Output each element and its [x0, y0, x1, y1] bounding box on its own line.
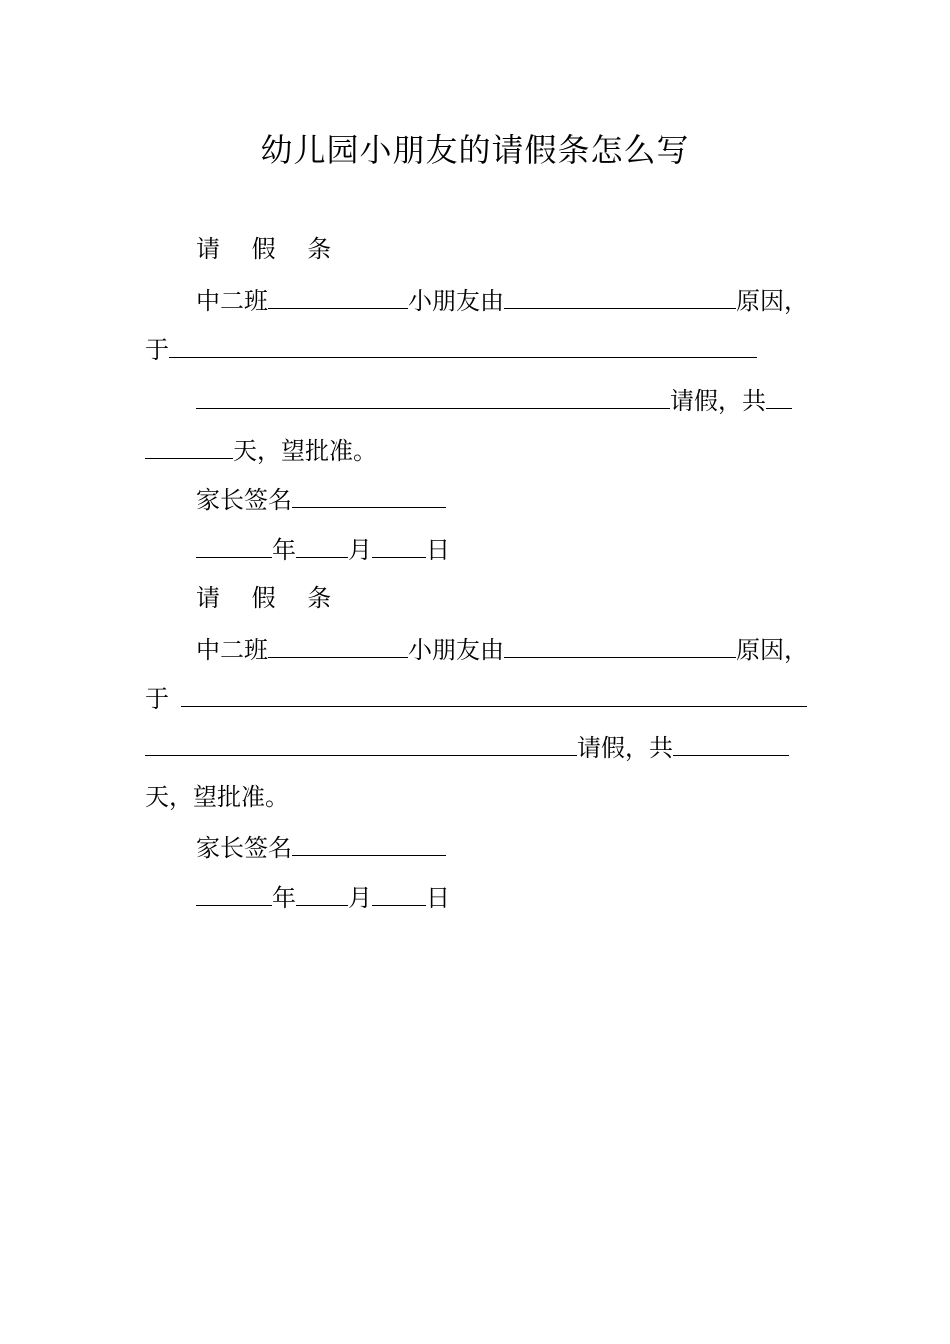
note-2-line-at	[145, 679, 807, 715]
request-label: 请假，共	[577, 734, 673, 762]
friend-from-label: 小朋友由	[408, 287, 504, 315]
date-range-blank	[169, 330, 757, 358]
note-2-line-days	[145, 779, 289, 815]
month-blank	[296, 530, 348, 558]
day-blank	[372, 878, 426, 906]
reason-blank	[504, 630, 736, 658]
day-blank	[372, 530, 426, 558]
year-label: 年	[272, 884, 296, 912]
note-1-line-date	[196, 530, 450, 566]
month-label: 月	[348, 884, 372, 912]
at-label: 于	[145, 685, 169, 713]
note-2-line-class	[196, 630, 808, 666]
note-2-heading: 请 假 条	[196, 584, 344, 612]
reason-label: 原因，	[736, 287, 808, 315]
days-blank-cont	[145, 431, 233, 459]
year-blank	[196, 878, 272, 906]
month-blank	[296, 878, 348, 906]
day-label: 天，望批准。	[145, 783, 289, 811]
parent-sign-label: 家长签名	[196, 834, 292, 862]
parent-sign-label: 家长签名	[196, 486, 292, 514]
date-range-blank	[181, 679, 807, 707]
document-title: 幼儿园小朋友的请假条怎么写	[260, 131, 690, 169]
day-label: 日	[426, 884, 450, 912]
note-2-line-date	[196, 878, 450, 914]
reason-label: 原因，	[736, 636, 808, 664]
request-label: 请假，共	[670, 387, 766, 415]
note-1-line-sign	[196, 480, 446, 516]
note-2-line-sign	[196, 828, 446, 864]
day-label: 天，望批准。	[233, 437, 377, 465]
year-label: 年	[272, 536, 296, 564]
child-name-blank	[268, 630, 408, 658]
note-1-heading: 请 假 条	[196, 235, 344, 263]
days-blank	[766, 381, 792, 409]
month-label: 月	[348, 536, 372, 564]
friend-from-label: 小朋友由	[408, 636, 504, 664]
note-1-line-class	[196, 281, 808, 317]
at-label: 于	[145, 336, 169, 364]
day-label: 日	[426, 536, 450, 564]
note-1-line-request	[196, 381, 792, 417]
class-label: 中二班	[196, 636, 268, 664]
note-2-line-request	[145, 728, 789, 764]
class-label: 中二班	[196, 287, 268, 315]
days-blank	[673, 728, 789, 756]
child-name-blank	[268, 281, 408, 309]
year-blank	[196, 530, 272, 558]
date-range-blank-2	[196, 381, 670, 409]
note-1-line-days	[145, 431, 377, 467]
date-range-blank-2	[145, 728, 577, 756]
note-1-line-at	[145, 330, 757, 366]
signature-blank	[292, 828, 446, 856]
reason-blank	[504, 281, 736, 309]
signature-blank	[292, 480, 446, 508]
